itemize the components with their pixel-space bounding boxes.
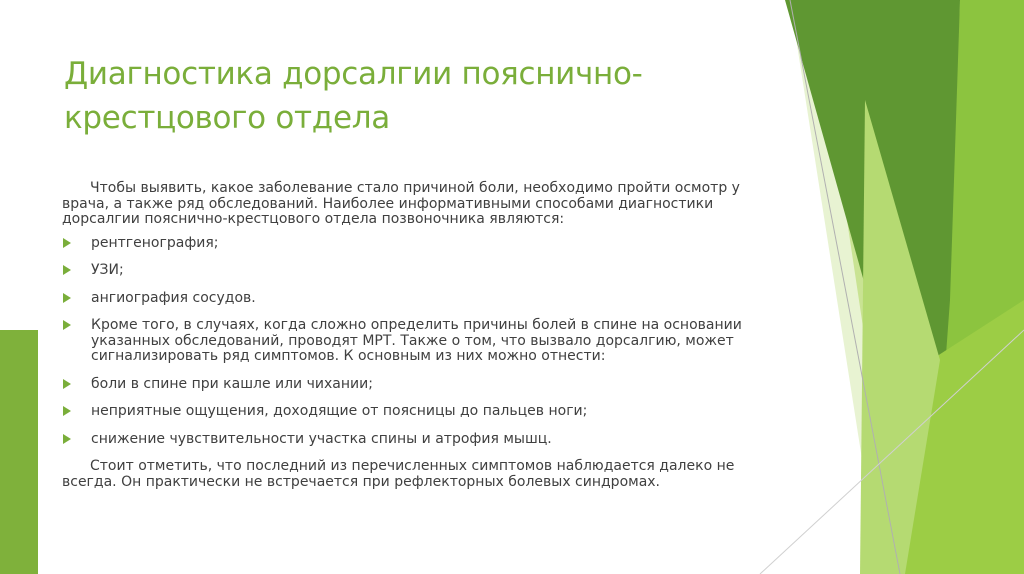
intro-paragraph: Чтобы выявить, какое заболевание стало причиной боли, необходимо пройти осмотр у врача, а также ряд обследований. Наиболее информативными способами диагностики дорсалгии пояснично-крестцового отдела позвоночника являются: [62,180,740,227]
list-item [62,318,762,365]
list-item-text: УЗИ; [91,262,124,278]
closing-paragraph: Стоит отметить, что последний из перечисленных симптомов наблюдается далеко не всегда. Он практически не встречается при рефлекторных болевых синдромах. [62,458,735,490]
slide-content [62,181,762,498]
list-item-text: рентгенография; [91,234,219,251]
list-item [62,263,762,279]
bullet-arrow-icon [63,434,71,444]
bullet-arrow-icon [63,293,71,303]
list-item [62,404,762,420]
bullet-arrow-icon [63,320,71,330]
list-item [62,291,762,307]
list-item-text: боли в спине при кашле или чихании; [91,375,373,392]
list-item [62,236,762,252]
list-item-text: Кроме того, в случаях, когда сложно определить причины болей в спине на основании указанных обследований, проводят МРТ. Также о том, что вызвало дорсалгию, может сигнализировать ряд симптомов. К основным из них можно отнести: [91,317,742,364]
bullet-arrow-icon [63,379,71,389]
left-green-bar [0,330,38,574]
list-item-text: ангиография сосудов. [91,289,256,306]
list-item [62,432,762,448]
bullet-arrow-icon [63,238,71,248]
bullet-arrow-icon [63,406,71,416]
slide-title: Диагностика дорсалгии пояснично-крестцового отдела [64,56,643,136]
list-item-text: неприятные ощущения, доходящие от поясницы до пальцев ноги; [91,403,588,419]
list-item [62,377,762,393]
bullet-arrow-icon [63,265,71,275]
list-item-text: снижение чувствительности участка спины и атрофия мышц. [91,430,552,447]
